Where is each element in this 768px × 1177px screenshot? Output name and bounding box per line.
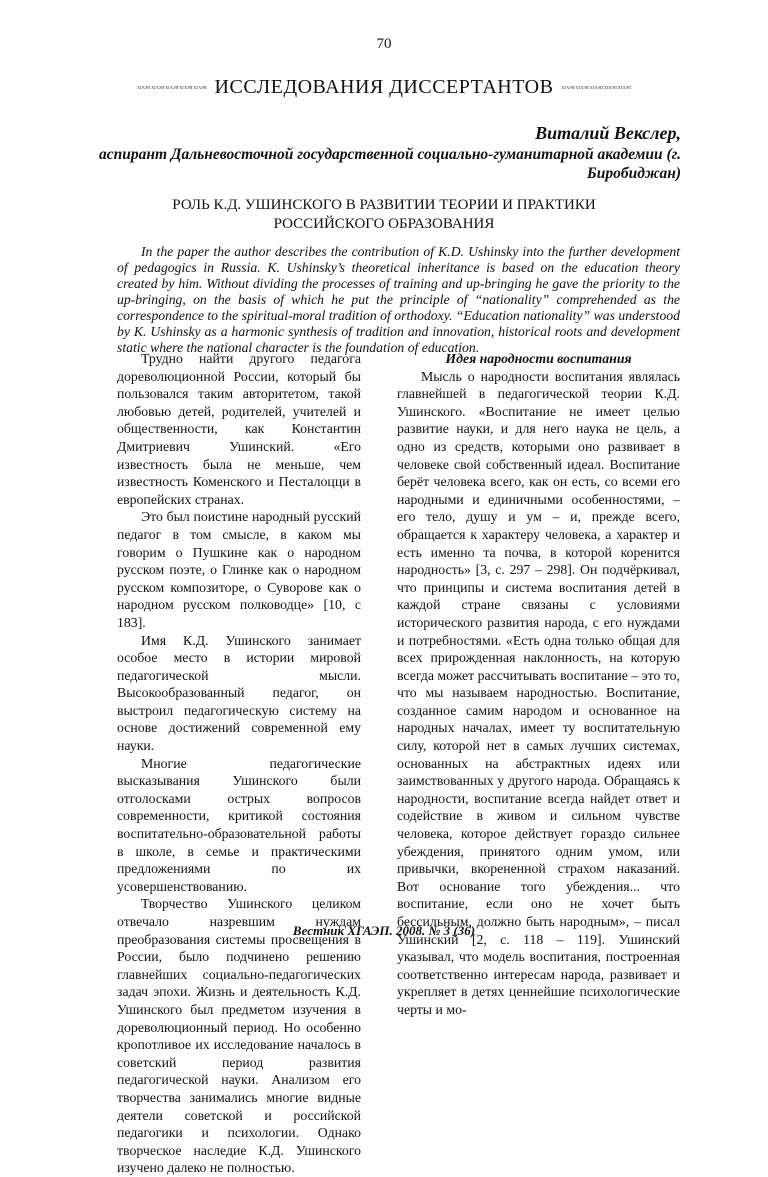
right-paragraph: Мысль о народности воспитания являлась главнейшей в педагогической теории К.Д. Ушинского. «Воспитание не имеет целью развитие науки, и для него наука не цель, а одно из средств, которыми оно развивает в человеке свой собственный идеал. Воспитание берёт человека всего, как он есть, со всеми его народными и единичными особенностями, – его тело, душу и ум – и, прежде всего, обращается к характеру человека, а характер и есть именно та почва, в которой коренится народность» [3, с. 297 – 298]. Он подчёркивал, что принципы и система воспитания детей в каждой стране связаны с условиями исторического развития народа, с его нуждами и потребностями. «Есть одна только общая для всех прирожденная наклонность, на которую всегда может рассчитывать воспитание – это то, что мы называем народностью. Воспитание, созданное самим народом и основанное на народных началах, имеет ту воспитательную силу, которой нет в самых лучших системах, основанных на абстрактных идеях или заимствованных у другого народа. Обращаясь к народности, воспитание всегда найдет ответ и содействие в живом и сильном чувстве человека, которое действует гораздо сильнее убеждения, принятого одним умом, или привычки, вкорененной страхом наказаний. Вот основание того убеждения... что воспитание, если оно не хочет быть бессильным, должно быть народным», – писал Ушинский [2, с. 118 – 119]. Ушинский указывал, что модель воспитания, построенная соответственно интересам народа, развивает и укрепляет в детях ценнейшие психологические черты и мо- [397,368,681,1017]
journal-footer: Вестник ХГАЭП. 2008. № 3 (36) [292,923,476,938]
page-number: 70 [376,36,392,52]
article-title-line-1: РОЛЬ К.Д. УШИНСКОГО В РАЗВИТИИ ТЕОРИИ И ПРАКТИКИ [172,197,596,213]
left-paragraph: Трудно найти другого педагога дореволюционной России, который бы пользовался таким авторитетом, такой любовью детей, родителей, учителей и общественности, как Константин Дмитриевич Ушинский. «Его известность была не меньше, чем известность Коменского и Песталоцци в европейских странах. [117,351,361,507]
abstract-text: In the paper the author describes the contribution of K.D. Ushinsky into the further development of pedagogics in Russia. K. Ushinsky’s theoretical inheritance is based on the education theory created by him. Without dividing the processes of training and up-bringing he gave the priority to the up-bringing, on the basis of which he put the principle of “nationality” comprehended as the correspondence to the spiritual-moral tradition of orthodoxy. “Education nationality” was understood by K. Ushinsky as a harmonic synthesis of tradition and innovation, historical roots and development static where the national character is the foundation of education. [117,244,680,355]
section-header-right-mark: ХГАЭП ХГАЭП ХГАЭП ХГАЭП ХГАЭП [561,85,631,90]
author-affiliation: аспирант Дальневосточной государственной социально-гуманитарной академии (г. Биробиджан) [98,146,681,182]
article-title [0,196,768,234]
left-paragraph: Это был поистине народный русский педагог в том смысле, в каком мы говорим о Пушкине как о народном русском поэте, о Глинке как о народном русском композиторе, о Суворове как о народном русском полководце» [10, с 183]. [117,509,361,630]
section-header-left-mark: ХГАЭП ХГАЭП ХГАЭП ХГАЭП ХГАЭП [137,85,207,90]
article-title-line-2: РОССИЙСКОГО ОБРАЗОВАНИЯ [273,216,495,232]
left-paragraph: Творчество Ушинского целиком отвечало назревшим нуждам преобразования системы просвещения в России, было подчинено решению главнейших социально-педагогических задач эпохи. Жизнь и деятельность К.Д. Ушинского был предметом изучения в дореволюционный период. Но особенно кропотливое их исследование началось в советский период развития педагогической науки. Анализом его творчества занимались многие видные деятели советской и российской педагогики и психологии. Однако творческое наследие К.Д. Ушинского изучено далеко не полностью. [117,896,361,1176]
author-name: Виталий Векслер, [535,123,681,143]
abstract [117,244,680,356]
right-column [397,350,680,1019]
left-paragraph: Имя К.Д. Ушинского занимает особое место в истории мировой педагогической мысли. Высокообразованный педагог, он выстроил педагогическую систему на основе достижений современной ему науки. [117,632,361,754]
left-paragraph: Многие педагогические высказывания Ушинского были отголосками острых вопросов современности, критикой состояния воспитательно-образовательной работы в школе, в семье и практическими предложениями по их усовершенствованию. [117,755,361,894]
section-header [0,76,768,99]
section-title: ИССЛЕДОВАНИЯ ДИССЕРТАНТОВ [214,76,554,98]
right-column-heading: Идея народности воспитания [445,351,632,366]
left-column [117,350,361,1177]
